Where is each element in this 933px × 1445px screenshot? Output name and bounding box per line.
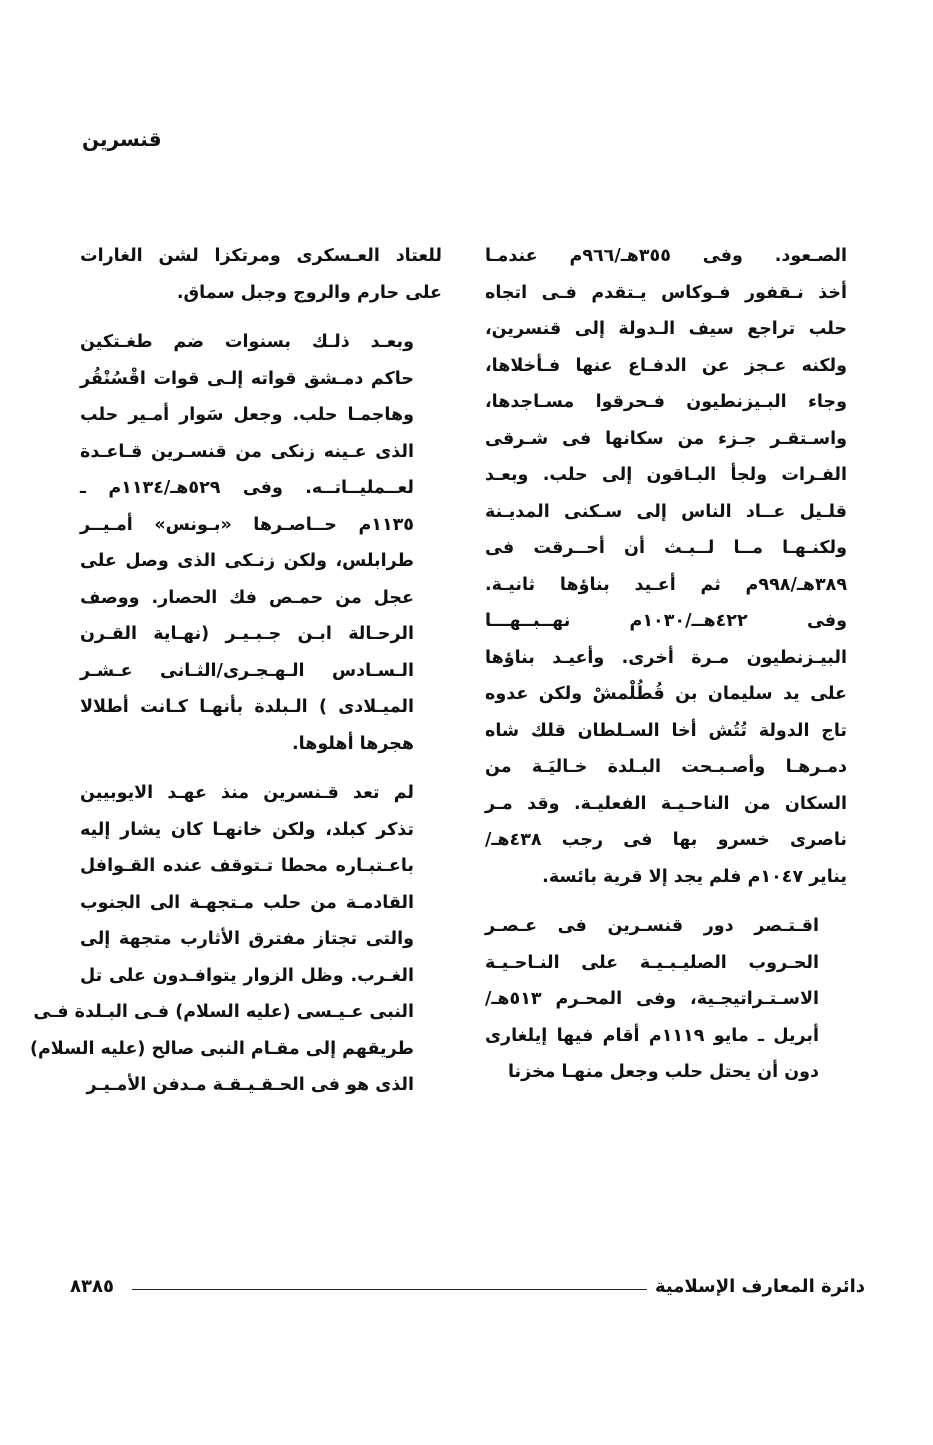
text-line: الفـرات ولجأ البـاقون إلى حلب. وبعـد [485,465,847,485]
paragraph [29,775,442,1104]
text-line: والتى تجتاز مفترق الأثارب متجهة إلى [80,929,414,949]
text-line: واسـتقـر جـزء من سكانها فى شـرقى [485,428,847,449]
text-line: اقـتـصر دور قنسـرين فى عـصـر [485,916,819,936]
text-line: هجرها أهلوها. [291,733,414,754]
text-line: لم تعد قـنسرين منذ عهـد الايوبيين [80,783,414,803]
text-line: تاج الدولة تُتُش أخا السـلطان قلك شاه [485,720,847,741]
text-line: وبعـد ذلـك بسنوات ضم طغـتكين [80,332,414,352]
text-line: الذى هو فى الحـقـيـقـة مـدفن الأمـيـر [86,1075,414,1095]
text-line: للعتاد العـسكرى ومرتكزا لشن الغارات [80,246,442,266]
text-line: ٣٨٩هـ/٩٩٨م ثم أعـيد بناؤها ثانيـة. [485,574,847,595]
paragraph [80,238,442,311]
text-line: أخذ نـقفور فـوكاس يـتقدم فـى اتجاه [485,282,847,303]
paragraph [485,238,847,895]
text-line: على حارم والروج وجبل سماق. [176,282,442,303]
text-line: الذى عـينه زنكى من قنسـرين قـاعـدة [80,441,414,462]
text-line: تذكر كبلد، ولكن خانهـا كان يشار إليه [80,819,414,840]
text-line: يناير ١٠٤٧م فلم يجد إلا قرية بائسة. [542,866,847,887]
text-line: وفى ٤٢٢هــ/١٠٣٠م نهــبــهـــا [485,611,847,631]
page-footer [70,1276,865,1300]
text-line: ولكنه عـجز عن الدفـاع عنها فـأخلاها، [485,355,847,376]
text-line: القادمـة من حلب مـتجهـة الى الجنوب [80,892,414,913]
footer-divider [132,1289,647,1290]
page-title: قنسرين [82,127,162,151]
text-line: طرابلس، ولكن زنـكى الذى وصل على [80,551,414,571]
text-line: على يد سليمان بن قُطُلْمشْ ولكن عدوه [485,684,847,704]
text-line: ولكنـهـا مــا لــبـث أن أحــرقت فى [485,538,847,558]
text-line: النبى عـيـسى (عليه السلام) فـى البـلدة فـى [33,1002,414,1022]
text-line: الميـلادى ) الـبلدة بأنهـا كـانت أطلالا [80,697,414,717]
text-line: قلـيل عــاد الناس إلى سـكنى المديـنة [485,501,847,522]
text-line: دمـرهـا وأصـبـحت البـلدة خـاليَـة من [485,757,847,777]
text-line: الحـروب الصليـبـيـة على النـاحـيـة [485,952,819,973]
footer-encyclopedia-title: دائرة المعارف الإسلامية [654,1276,865,1297]
text-line: أبريل ـ مايو ١١١٩م أقام فيها إيلغارى [485,1025,819,1046]
text-line: ١١٣٥م حــاصـرها «بـونس» أمـيــر [80,514,414,535]
text-line: حلب تراجع سيف الـدولة إلى قنسرين، [485,319,847,339]
right-text-column [485,238,847,1104]
text-line: وهاجمـا حلب. وجعل سَوار أمـير حلب [80,405,414,425]
text-line: الصـعود. وفى ٣٥٥هـ/٩٦٦م عندمـا [485,246,848,266]
paragraph [80,324,442,762]
text-line: وجاء البـيزنطيون فـحرقوا مسـاجدها، [485,392,847,412]
footer-page-number: ٨٣٨٥ [70,1276,114,1297]
left-text-column [29,238,442,1117]
text-line: ناصرى خسرو بها فى رجب ٤٣٨هـ/ [485,830,847,850]
text-line: الغـرب. وظل الزوار يتوافـدون على تل [80,965,414,986]
text-line: دون أن يحتل حلب وجعل منهـا مخزنا [507,1062,819,1082]
text-line: باعـتبـاره محطا تـتوقف عنده القـوافل [80,856,414,876]
text-line: عجل من حمـص فك الحصار. ووصف [80,587,414,608]
text-line: الرحـالة ابـن جـبـيـر (نهـاية القـرن [80,624,414,644]
text-line: حاكم دمـشق قواته إلـى قوات اقْسُنْقُر [80,368,414,389]
text-line: السكان من الناحـيـة الفعليـة. وقد مـر [485,793,847,814]
paragraph [485,908,847,1091]
text-line: الـسـادس الـهـجـرى/الثـانى عـشـر [80,660,414,681]
text-line: الاسـتـراتيجـية، وفى المحـرم ٥١٣هـ/ [485,989,819,1009]
text-line: البيـزنطيون مـرة أخرى. وأعيـد بناؤها [485,647,847,668]
text-line: لعــمليــاتــه. وفى ٥٢٩هـ/١١٣٤م ـ [80,478,414,498]
text-line: طريقهم إلى مقـام النبى صالح (عليه السلام) [29,1038,414,1059]
